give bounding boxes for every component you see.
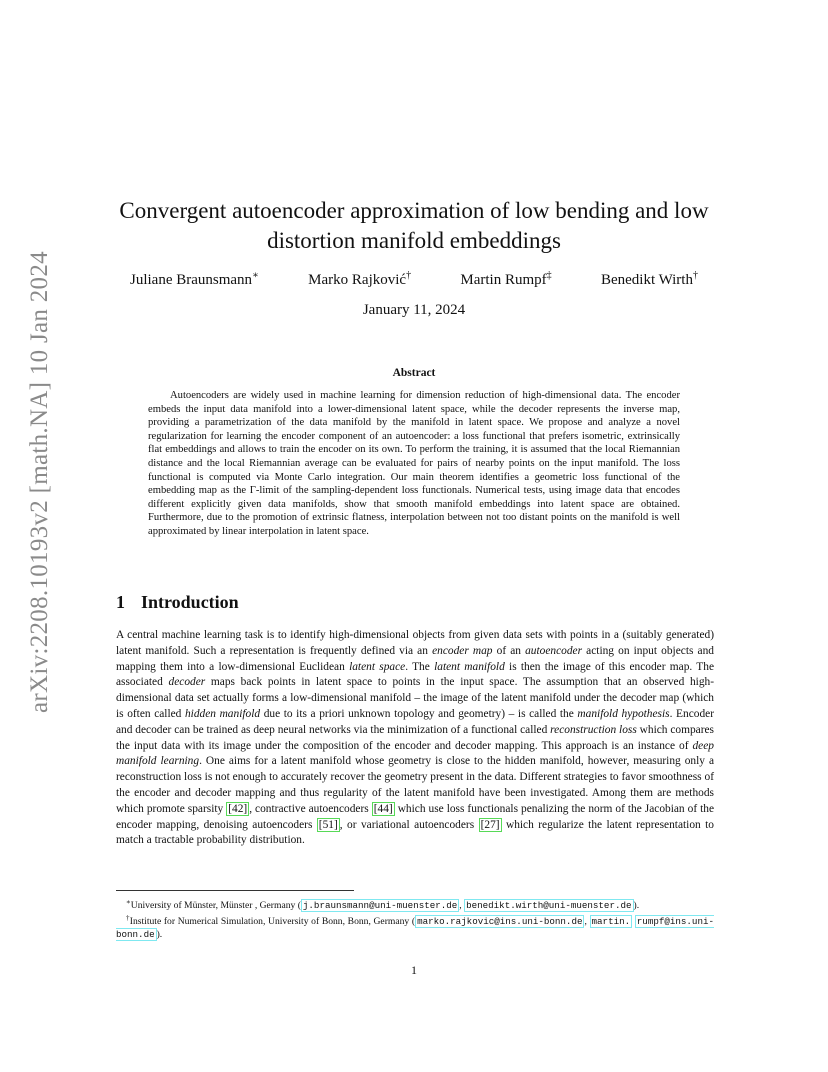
citation-link[interactable]: [44] [373,802,393,815]
abstract-heading: Abstract [392,367,436,379]
text-run: which regularize the latent representation to match a tractable probability distribution. [116,818,715,847]
text-run: due to its a priori unknown topology and geometry) – is called the [260,707,578,720]
footnote-divider [116,890,354,891]
emphasis: hidden manifold [184,707,261,720]
email-link[interactable]: j.braunsmann@uni-muenster.de [302,900,458,912]
footnotes [116,896,714,941]
author-list [130,270,698,289]
author [601,270,698,289]
emphasis: autoencoder [525,644,583,657]
emphasis: latent space [349,660,406,673]
affiliation-mark: ∗ [252,270,259,281]
emphasis: deep manifold learning [116,739,714,768]
abstract-text: Autoencoders are widely used in machine learning for dimension reduction of high-dimensional data. The encoder embeds the input data manifold into a lower-dimensional latent space, while the decoder represents the inverse map, providing a parametrization of the data manifold by the manifold in latent space. We propose and analyze a novel regularization for learning the encoder component of an autoencoder: a loss functional that prefers isometric, extrinsically flat embeddings and allows to train the encoder on its own. To perform the training, it is assumed that the local Riemannian distance and the local Riemannian average can be evaluated for pairs of nearby points on the input manifold. The loss functional is computed via Monte Carlo integration. Our main theorem identifies a geometric loss functional of the embedding map as the Γ-limit of the sampling-dependent loss functionals. Numerical tests, using image data that encodes different explicitly given data manifolds, show that smooth manifold embeddings into latent space are obtained. Furthermore, due to the promotion of extrinsic flatness, interpolation between not too distant points on the manifold is well approximated by linear interpolation in latent space. [148,390,680,537]
text-run: which compares the input data with its image under the composition of the encoder and decoder mapping. This approach is an instance of [116,723,714,752]
affiliation-mark: ‡ [546,270,552,281]
text-run: maps back points in latent space to points in the input space. The assumption that an observed high-dimensional data set actually forms a low-dimensional manifold – the image of the latent manifold under the decoder map (which is often called [116,676,715,720]
publication-date: January 11, 2024 [362,302,466,318]
text-run: acting on input objects and mapping them into a low-dimensional Euclidean [116,644,714,673]
footnote [116,896,714,912]
text-run: is then the image of this encoder map. The associated [116,660,714,689]
author [130,270,259,289]
author [308,270,411,289]
footnote-mark: ∗ [126,898,131,906]
text-run: A central machine learning task is to identify high-dimensional objects from given data sets with points in a (suitably generated) latent manifold. Such a representation is frequently defined via an [116,629,714,657]
email-link[interactable]: martin. [591,916,631,928]
footnote-text: ). [156,929,163,941]
citation-link[interactable]: [42] [228,802,248,815]
text-run: of an [492,644,526,657]
paper-title: Convergent autoencoder approximation of low bending and low distortion manifold embeddings [119,198,709,253]
section-number: 1 [116,592,125,612]
page-number: 1 [411,963,417,977]
emphasis: latent manifold [434,660,505,673]
citation-link[interactable]: [51] [318,818,338,831]
text-run: . Encoder and decoder can be trained as deep neural networks via the minimization of a functional called [116,707,714,736]
author [460,270,551,289]
introduction-paragraph [116,628,714,849]
citation-link[interactable]: [27] [480,818,500,831]
emphasis: reconstruction loss [550,723,637,736]
affiliation-mark: † [692,270,698,281]
text-run: . The [405,660,435,673]
emphasis: encoder map [432,644,493,657]
footnote-text: ). [633,900,640,912]
email-link[interactable]: marko.rajkovic@ins.uni-bonn.de [417,916,583,928]
author-name: Martin Rumpf [460,272,547,288]
footnote [116,912,714,941]
emphasis: decoder [168,676,206,689]
section-heading [116,592,239,613]
footnote-text: University of Münster, Münster , Germany ( [130,900,301,912]
email-link[interactable]: benedikt.wirth@uni-muenster.de [466,900,632,912]
text-run: , contractive autoencoders [249,802,372,815]
affiliation-mark: † [406,270,412,281]
email-link-continued[interactable]: rumpf@ins.uni-bonn.de [116,916,714,941]
text-run: . One aims for a latent manifold whose geometry is close to the hidden manifold, however, measuring only a reconstruction loss is not enough to accurately recover the geometry present in the data. Different strategies to favor smoothness of the encoder and decoder mapping and thus regularity of the latent manifold have been investigated. Among them are methods which promote sparsity [116,755,714,815]
author-name: Juliane Braunsmann [130,272,253,288]
text-run: which use loss functionals penalizing the norm of the Jacobian of the encoder mapping, denoising autoencoders [116,802,715,831]
arxiv-identifier-stamp [20,251,60,713]
text-run: , or variational autoencoders [339,818,479,831]
section-title: Introduction [141,592,239,612]
arxiv-identifier-text: arXiv:2208.10193v2 [math.NA] 10 Jan 2024 [26,251,54,713]
footnote-text: Institute for Numerical Simulation, University of Bonn, Bonn, Germany ( [129,916,416,928]
emphasis: manifold hypothesis [577,707,670,720]
author-name: Benedikt Wirth [600,272,693,288]
footnote-mark: † [126,914,130,923]
separator: , [459,900,465,912]
author-name: Marko Rajković [308,272,407,288]
separator: , [584,916,590,928]
